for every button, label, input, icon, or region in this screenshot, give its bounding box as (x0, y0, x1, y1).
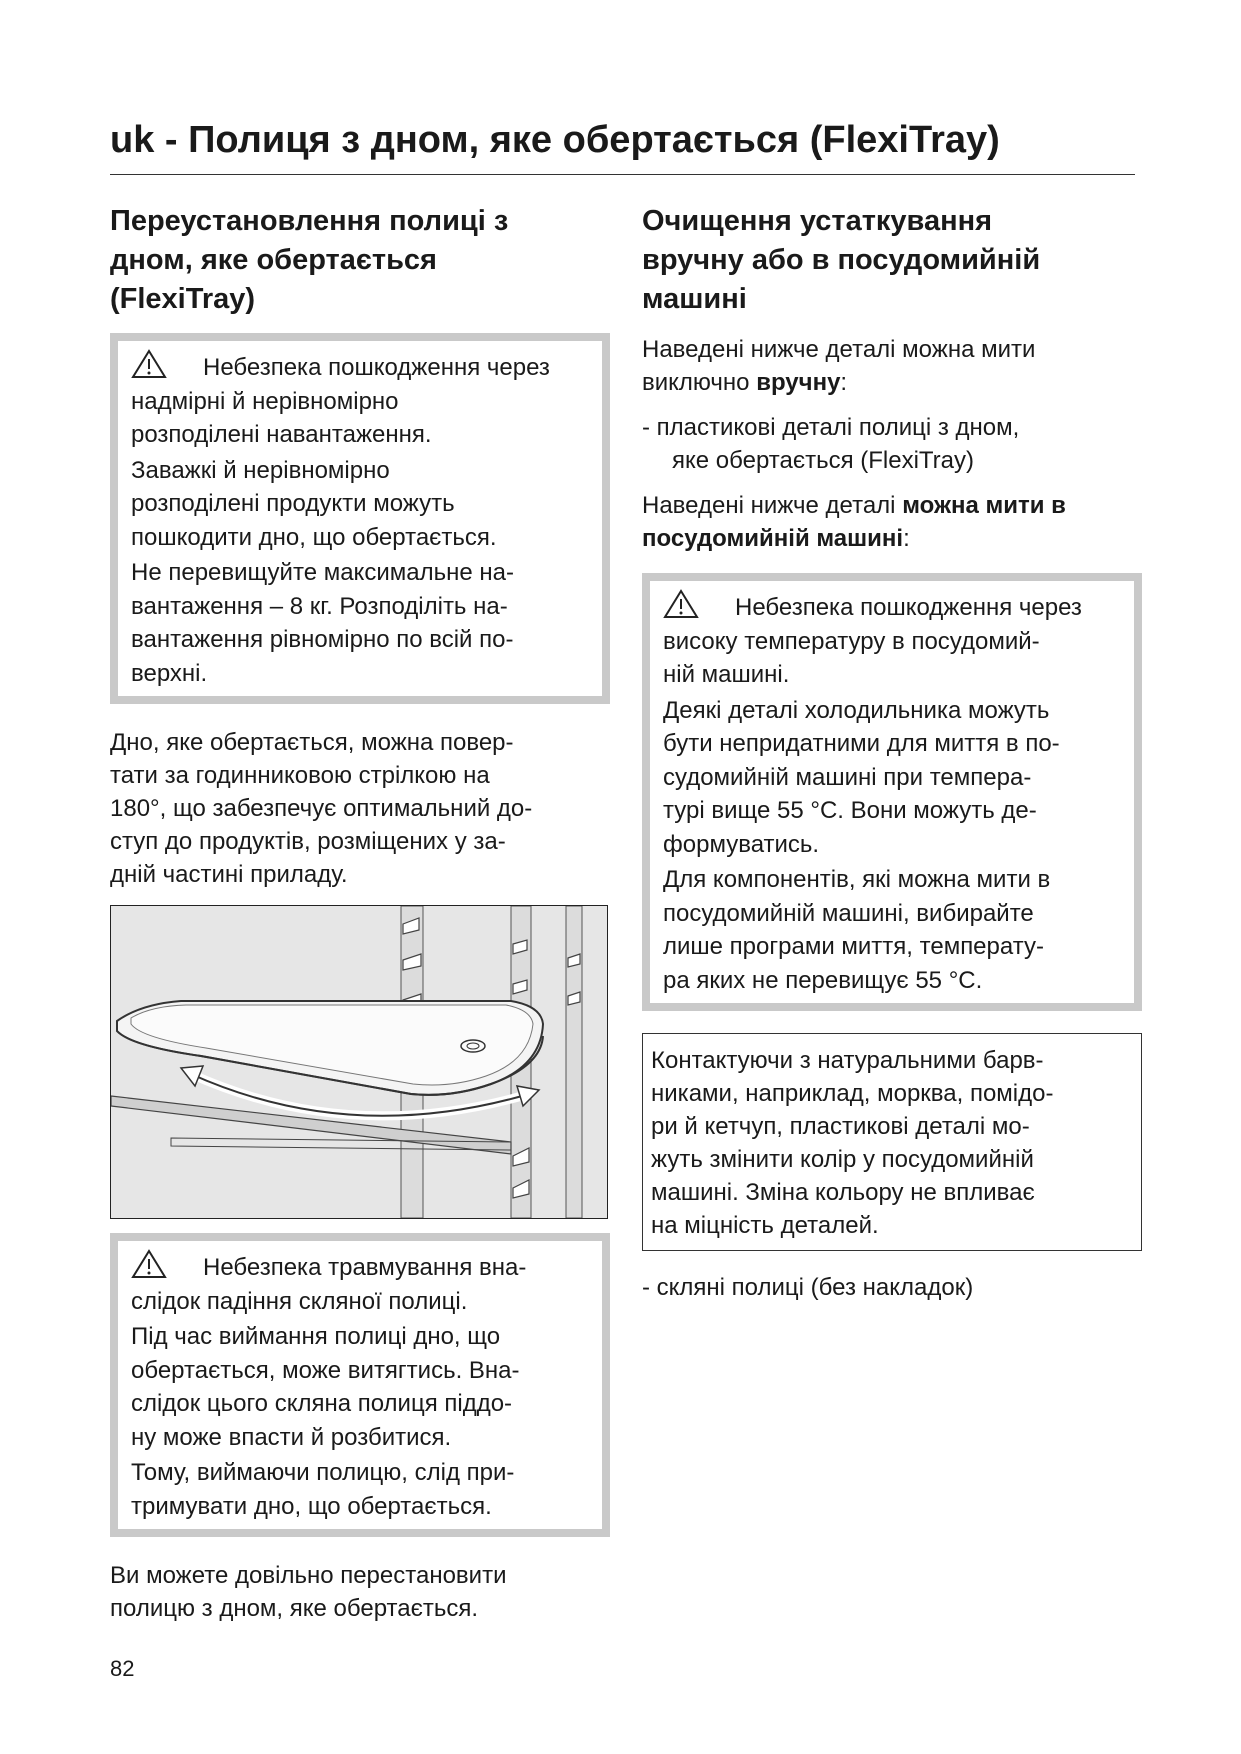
note-discoloration-text: Контактуючи з натуральними барв- никами, наприклад, морква, помідо- ри й кетчуп, пластикові деталі мо- жуть змінити колір у посудомийній машині. Зміна кольору не впливає на міцність деталей. (651, 1047, 1054, 1239)
handwash-intro: Наведені нижче деталі можна мити виключно вручну: (642, 336, 1036, 396)
page-title: uk - Полиця з дном, яке обертається (FlexiTray) (110, 119, 1000, 161)
right-column (642, 202, 1142, 1304)
title-divider (110, 174, 1135, 175)
rotation-paragraph: Дно, яке обертається, можна повер- тати за годинниковою стрілкою на 180°, що забезпечує оптимальний до- ступ до продуктів, розміщених у за- дній частині приладу. (110, 729, 533, 888)
warning-glass-title: Небезпека травмування вна- слідок падіння скляної полиці. (131, 1249, 590, 1318)
note-box-discoloration (642, 1033, 1142, 1251)
right-section-heading: Очищення устаткування вручну або в посудомийній машині (642, 205, 1041, 315)
warning-overload-title: Небезпека пошкодження через надмірні й нерівномірно розподілені навантаження. (131, 349, 590, 452)
handwash-item: - пластикові деталі полиці з дном, яке обертається (FlexiTray) (642, 414, 1020, 474)
warning-temperature-title: Небезпека пошкодження через високу температуру в посудомий- ній машині. (663, 589, 1122, 692)
warning-triangle-icon (663, 589, 699, 619)
flexitray-illustration (110, 905, 608, 1219)
warning-overload-instruction: Не перевищуйте максимальне на- вантаження – 8 кг. Розподіліть на- вантаження рівномірно по всій по- верхні. (131, 559, 514, 687)
page-number: 82 (110, 1656, 135, 1681)
warning-temperature-instruction: Для компонентів, які можна мити в посудомийній машині, вибирайте лише програми миття, температу- ра яких не перевищує 55 °C. (663, 866, 1051, 994)
dishwasher-item: - скляні полиці (без накладок) (642, 1274, 974, 1301)
warning-glass-instruction: Тому, виймаючи полицю, слід при- тримувати дно, що обертається. (131, 1459, 515, 1520)
warning-box-overload (110, 333, 610, 704)
dishwasher-intro: Наведені нижче деталі можна мити в посудомийній машині: (642, 492, 1066, 552)
reposition-paragraph: Ви можете довільно перестановити полицю з дном, яке обертається. (110, 1562, 507, 1622)
warning-triangle-icon (131, 349, 167, 379)
warning-glass-text: Під час виймання полиці дно, що обертається, може витягтись. Вна- слідок цього скляна полиця піддо- ну може впасти й розбитися. (131, 1323, 520, 1451)
warning-overload-text: Заважкі й нерівномірно розподілені продукти можуть пошкодити дно, що обертається. (131, 456, 497, 551)
warning-triangle-icon (131, 1249, 167, 1279)
warning-temperature-text: Деякі деталі холодильника можуть бути непридатними для миття в по- судомийній машині при темпера- турі вище 55 °C. Вони можуть де- формуватись. (663, 696, 1060, 858)
left-section-heading: Переустановлення полиці з дном, яке обертається (FlexiTray) (110, 205, 509, 315)
left-column (110, 202, 610, 1625)
warning-box-temperature (642, 573, 1142, 1011)
warning-box-glass (110, 1233, 610, 1537)
